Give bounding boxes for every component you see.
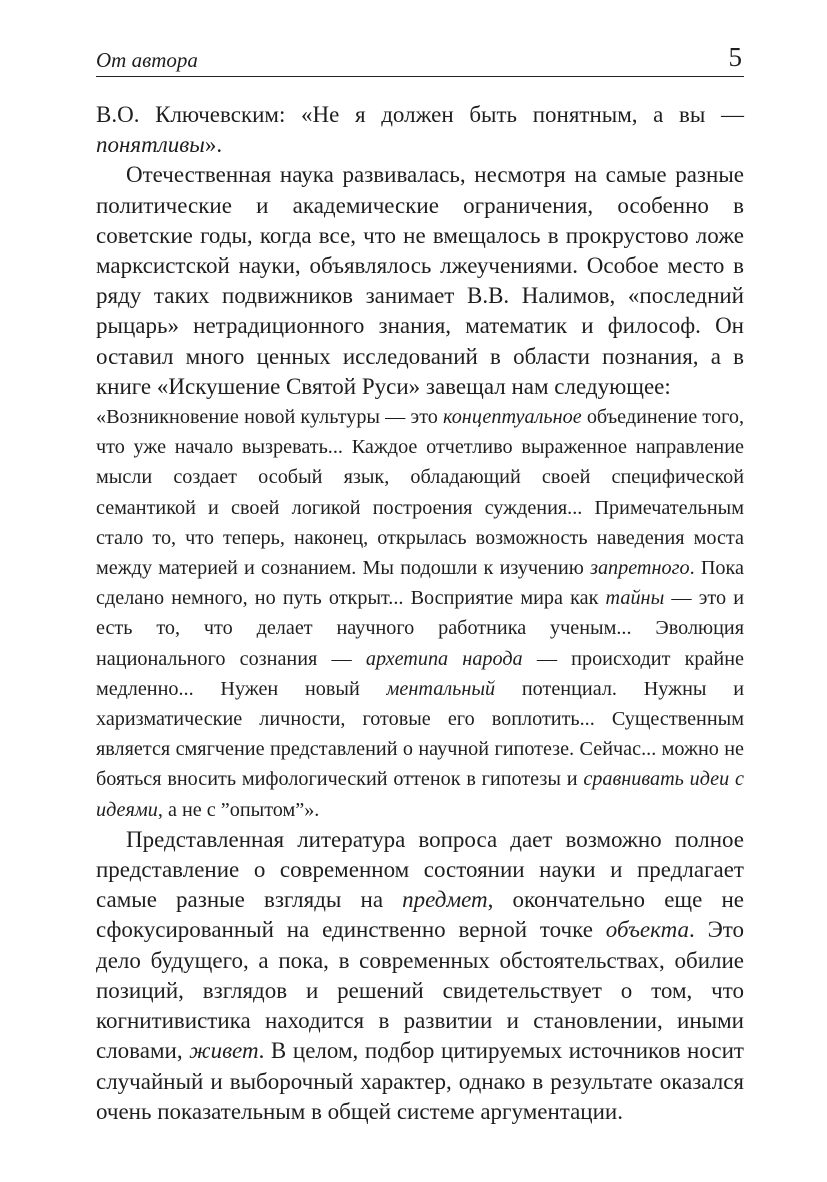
emphasis-text: архетипа народа <box>365 647 523 670</box>
paragraph-continuation <box>96 100 744 160</box>
text-run: ». <box>204 132 223 158</box>
paragraph-literature <box>96 825 744 1127</box>
text-run: . В целом, подбор цитируемых источников носит случайный и выборочный характер, однако в результате оказался очень показательным в общей системе аргументации. <box>96 1038 744 1124</box>
emphasis-text: предмет <box>402 887 488 913</box>
text-run: — это и есть то, что делает научного работника ученым... Эволюция национального сознания — <box>96 587 744 670</box>
paragraph-nalimov <box>96 160 744 402</box>
block-quote <box>96 402 744 825</box>
emphasis-text: объекта <box>605 917 689 943</box>
emphasis-text: сравнивать идеи с идеями <box>96 768 744 821</box>
emphasis-text: концептуальное <box>443 406 582 429</box>
section-title: От автора <box>96 48 198 72</box>
text-run: Представленная литература вопроса дает возможно полное представление о современном состоянии науки и предлагает самые разные взгляды на <box>96 826 744 913</box>
running-header <box>96 42 744 77</box>
emphasis-text: тайны <box>605 587 665 610</box>
text-run: потенциал. Нужны и харизматические личности, готовые его воплотить... Существенным является смягчение представлений о научной гипотезе. Сейчас... можно не бояться вносить мифологический оттенок в гипотезы и <box>96 677 744 791</box>
text-run: , окончательно еще не сфокусированный на единственно верной точке <box>96 887 744 943</box>
text-run: В.О. Ключевским: «Не я должен быть понятным, а вы — <box>96 102 744 127</box>
text-run: . Это дело будущего, а пока, в современных обстоятельствах, обилие позиций, взглядов и решений свидетельствует о том, что когнитивистика находится в развитии и становлении, иными словами, <box>96 917 744 1064</box>
page-number: 5 <box>728 42 742 72</box>
emphasis-text: понятливы <box>96 132 205 158</box>
text-run: , а не с ”опытом”». <box>157 798 320 821</box>
page-body <box>96 100 744 1127</box>
text-run: Отечественная наука развивалась, несмотря на самые разные политические и академические ограничения, особенно в советские годы, когда все, что не вмещалось в прокрустово ложе марксистской науки, объявлялось лжеучениями. Особое место в ряду таких подвижников занимает В.В. Налимов, «последний рыцарь» нетрадиционного знания, математик и философ. Он оставил много ценных исследований в области познания, а в книге «Искушение Святой Руси» завещал нам следующее: <box>96 162 744 399</box>
text-run: — происходит крайне медленно... Нужен новый <box>96 647 745 700</box>
emphasis-text: живет <box>189 1038 259 1064</box>
emphasis-text: ментальный <box>386 677 496 700</box>
text-run: объединение того, что уже начало вызревать... Каждое отчетливо выраженное направление мысли создает особый язык, обладающий своей специфической семантикой и своей логикой построения суждения... Примечательным стало то, что теперь, наконец, открылась возможность наведения моста между материей и сознанием. Мы подошли к изучению <box>96 406 744 580</box>
text-run: . Пока сделано немного, но путь открыт... Восприятие мира как <box>96 557 744 610</box>
text-run: «Возникновение новой культуры — это <box>96 406 444 429</box>
emphasis-text: запретного <box>590 557 690 580</box>
